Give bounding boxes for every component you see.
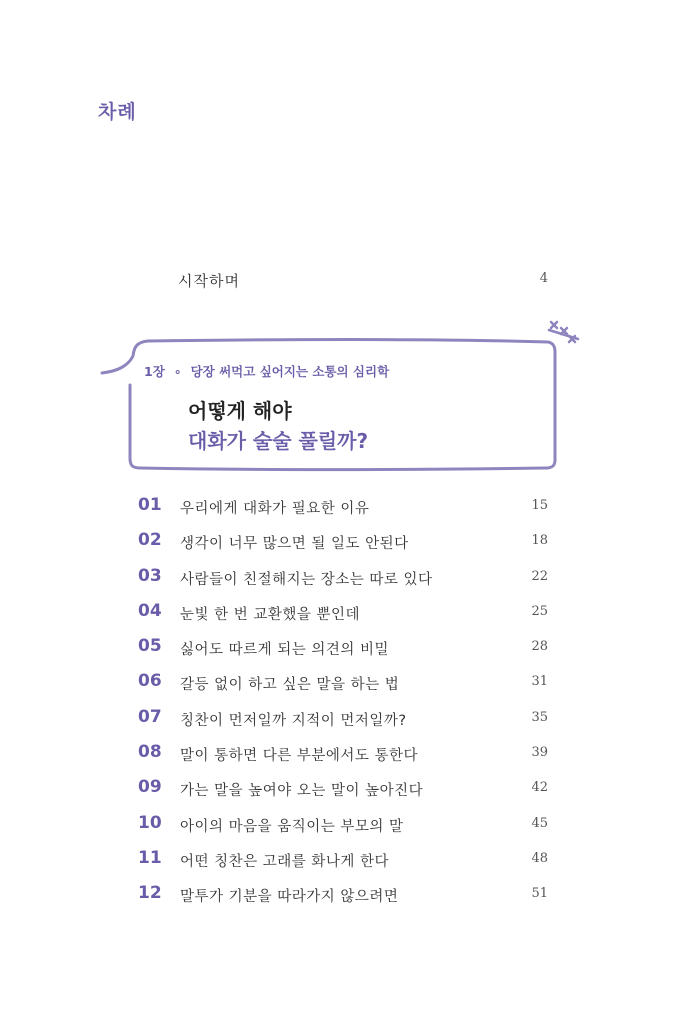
chapter-subtitle-text: 당장 써먹고 싶어지는 소통의 심리학 [190, 364, 390, 379]
toc-entry-number: 12 [138, 883, 162, 904]
toc-entry[interactable] [138, 771, 548, 806]
toc-entry-number: 05 [138, 636, 162, 657]
intro-page-number: 4 [539, 271, 548, 286]
toc-entry-number: 11 [138, 847, 162, 868]
toc-entry-number: 04 [138, 600, 162, 621]
toc-entry-title: 칭찬이 먼저일까 지적이 먼저일까? [180, 712, 407, 729]
toc-entry-title: 사람들이 친절해지는 장소는 따로 있다 [180, 571, 433, 588]
toc-entry-page-number: 28 [531, 639, 548, 655]
toc-entry[interactable] [138, 877, 548, 912]
separator-dot: ∘ [173, 364, 182, 379]
toc-entry-title: 가는 말을 높여야 오는 말이 높아진다 [180, 783, 424, 800]
toc-entry-number: 02 [138, 530, 162, 551]
toc-entry-page-number: 51 [531, 886, 548, 902]
chapter-number: 1장 [144, 364, 165, 379]
toc-list [138, 489, 548, 913]
toc-entry-title: 눈빛 한 번 교환했을 뿐인데 [180, 606, 361, 623]
toc-entry-intro[interactable] [178, 268, 548, 292]
toc-entry-number: 09 [138, 777, 162, 798]
page-title: 차례 [98, 101, 137, 123]
toc-entry[interactable] [138, 560, 548, 595]
toc-entry-title: 생각이 너무 많으면 될 일도 안된다 [180, 536, 409, 553]
toc-entry-number: 10 [138, 812, 162, 833]
toc-entry-page-number: 48 [531, 850, 548, 866]
toc-entry-page-number: 15 [531, 498, 548, 513]
cross-stitch-icon [549, 322, 578, 342]
toc-entry-title: 우리에게 대화가 필요한 이유 [180, 501, 370, 517]
toc-entry[interactable] [138, 701, 548, 736]
toc-entry-number: 06 [138, 671, 162, 692]
toc-entry-number: 01 [138, 495, 162, 515]
toc-entry[interactable] [138, 807, 548, 842]
chapter-subtitle [144, 362, 389, 380]
toc-entry[interactable] [138, 595, 548, 630]
toc-entry-page-number: 45 [531, 815, 548, 831]
toc-entry[interactable] [138, 736, 548, 771]
toc-entry-title: 싫어도 따르게 되는 의견의 비밀 [180, 642, 390, 659]
toc-entry-page-number: 31 [531, 674, 548, 690]
toc-entry-page-number: 22 [531, 568, 548, 584]
toc-entry-title: 말투가 기분을 따라가지 않으려면 [180, 889, 399, 906]
toc-entry-number: 08 [138, 742, 162, 763]
toc-entry-page-number: 39 [531, 745, 548, 761]
toc-entry-title: 갈등 없이 하고 싶은 말을 하는 법 [180, 677, 400, 694]
toc-entry-page-number: 35 [531, 709, 548, 725]
toc-entry-page-number: 42 [531, 780, 548, 796]
chapter-title-line1: 어떻게 해야 [188, 399, 292, 423]
chapter-title-line2: 대화가 술술 풀릴까? [188, 429, 369, 453]
toc-entry-title: 말이 통하면 다른 부분에서도 통한다 [180, 748, 419, 765]
toc-entry[interactable] [138, 842, 548, 877]
toc-entry[interactable] [138, 665, 548, 700]
toc-entry-page-number: 25 [531, 603, 548, 619]
toc-entry[interactable] [138, 489, 548, 524]
toc-entry-number: 07 [138, 706, 162, 727]
toc-entry[interactable] [138, 524, 548, 559]
toc-entry-number: 03 [138, 565, 162, 586]
toc-entry-page-number: 18 [531, 533, 548, 549]
intro-title: 시작하며 [178, 272, 240, 290]
toc-entry-title: 어떤 칭찬은 고래를 화나게 한다 [180, 853, 390, 870]
toc-entry[interactable] [138, 630, 548, 665]
toc-entry-title: 아이의 마음을 움직이는 부모의 말 [180, 818, 404, 835]
